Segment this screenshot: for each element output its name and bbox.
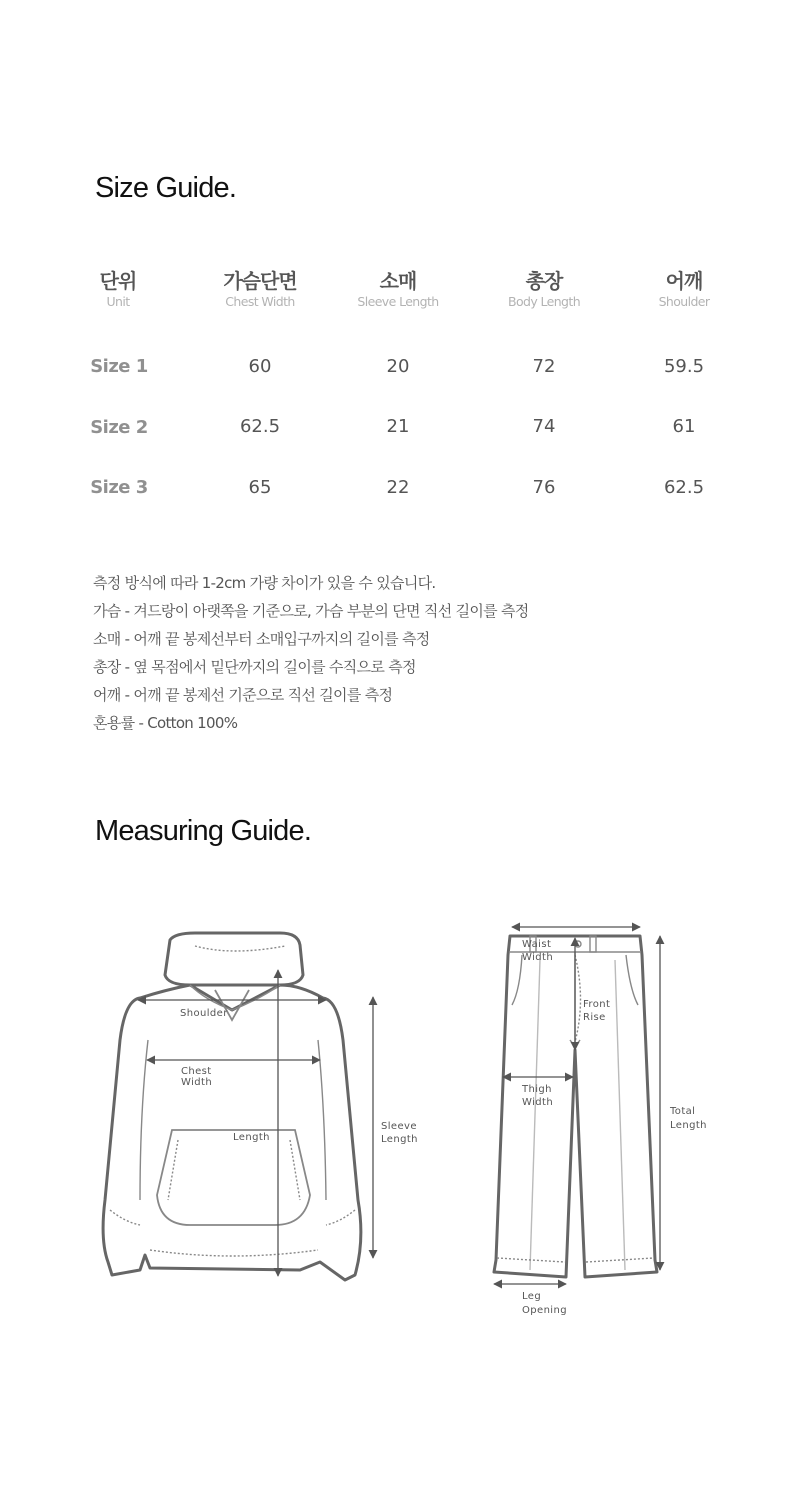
label-thigh-2: Width — [522, 1097, 554, 1108]
row-size-3-label: Size 3 — [90, 477, 148, 498]
row-size-3-sleeve: 22 — [386, 477, 410, 498]
header-shoulder-en: Shoulder — [658, 294, 710, 309]
header-shoulder-kr: 어깨 — [665, 269, 703, 293]
header-sleeve-en: Sleeve Length — [357, 294, 439, 309]
note-line: 소매 - 어깨 끝 봉제선부터 소매입구까지의 길이를 측정 — [93, 630, 430, 648]
row-size-1-length: 72 — [532, 356, 556, 377]
label-leg-2: Opening — [522, 1305, 567, 1316]
label-total-1: Total — [670, 1106, 696, 1117]
measuring-guide-title: Measuring Guide. — [95, 815, 312, 847]
label-sleeve-2: Length — [381, 1134, 418, 1145]
label-sleeve-1: Sleeve — [381, 1121, 417, 1132]
row-size-2-chest: 62.5 — [239, 416, 281, 437]
label-chest-2: Width — [181, 1077, 213, 1088]
header-sleeve-kr: 소매 — [379, 269, 417, 293]
size-guide-title: Size Guide. — [95, 172, 237, 204]
header-chest-kr: 가슴단면 — [223, 269, 297, 293]
row-size-3-shoulder: 62.5 — [663, 477, 705, 498]
header-chest-en: Chest Width — [225, 294, 295, 309]
fabric-composition: 혼용률 - Cotton 100% — [93, 714, 238, 732]
row-size-2-label: Size 2 — [90, 417, 148, 438]
row-size-1-sleeve: 20 — [386, 356, 410, 377]
row-size-2-shoulder: 61 — [672, 416, 696, 437]
measuring-illustration — [0, 900, 800, 1340]
row-size-3-length: 76 — [532, 477, 556, 498]
label-length: Length — [233, 1132, 270, 1143]
label-waist-1: Waist — [522, 939, 552, 950]
header-length-kr: 총장 — [525, 269, 563, 293]
label-total-2: Length — [670, 1120, 707, 1131]
row-size-3-chest: 65 — [248, 477, 272, 498]
note-line: 측정 방식에 따라 1-2cm 가량 차이가 있을 수 있습니다. — [93, 574, 436, 592]
label-rise-1: Front — [583, 999, 611, 1010]
label-thigh-1: Thigh — [522, 1084, 552, 1095]
note-line: 어깨 - 어깨 끝 봉제선 기준으로 직선 길이를 측정 — [93, 686, 393, 704]
header-length-en: Body Length — [507, 294, 581, 309]
label-waist-2: Width — [522, 952, 554, 963]
label-chest-1: Chest — [181, 1066, 212, 1077]
note-line: 가슴 - 겨드랑이 아랫쪽을 기준으로, 가슴 부분의 단면 직선 길이를 측정 — [93, 602, 529, 620]
row-size-2-sleeve: 21 — [386, 416, 410, 437]
label-leg-1: Leg — [522, 1291, 542, 1302]
hoodie-drawing — [103, 933, 361, 1280]
header-unit-kr: 단위 — [99, 269, 137, 293]
label-shoulder: Shoulder — [180, 1008, 228, 1019]
note-line: 총장 - 옆 목점에서 밑단까지의 길이를 수직으로 측정 — [93, 658, 416, 676]
row-size-2-length: 74 — [532, 416, 556, 437]
measurement-notes — [93, 571, 529, 739]
row-size-1-chest: 60 — [248, 356, 272, 377]
label-rise-2: Rise — [583, 1012, 606, 1023]
header-unit-en: Unit — [106, 294, 130, 309]
row-size-1-shoulder: 59.5 — [663, 356, 705, 377]
row-size-1-label: Size 1 — [90, 356, 148, 377]
